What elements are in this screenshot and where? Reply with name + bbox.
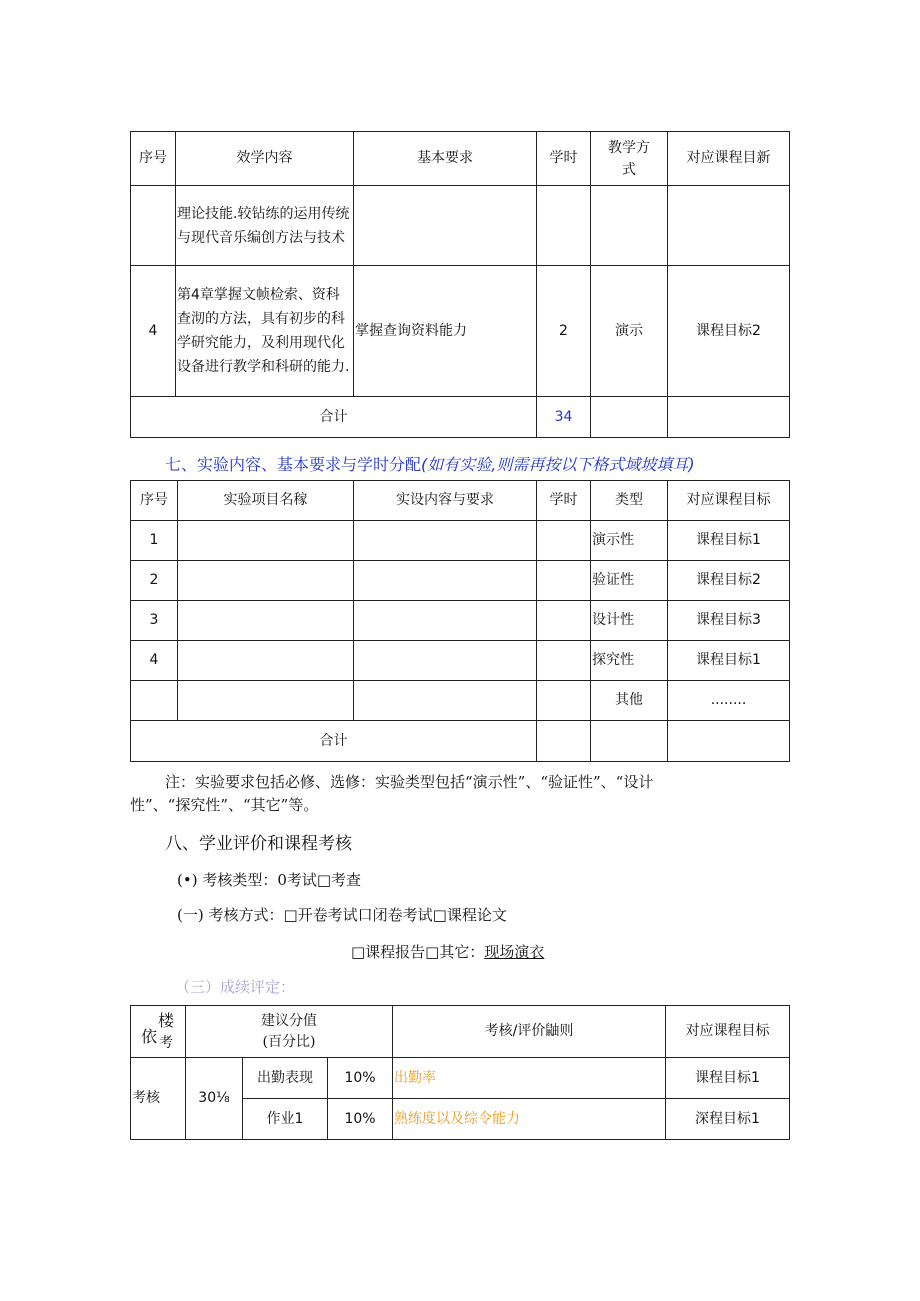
header-rule: 考核/评价鼬则 <box>393 1006 666 1058</box>
row-hours: 2 <box>537 266 591 397</box>
header-method: 教学方式 <box>591 132 668 186</box>
assessment-type: (•) 考核类型：0考试□考查 <box>177 871 362 889</box>
table-row <box>131 641 790 681</box>
header-type: 类型 <box>591 481 668 521</box>
section8-title: 八、学业评价和课程考核 <box>165 834 352 854</box>
table-row <box>131 601 790 641</box>
row-type: 设计性 <box>591 601 668 641</box>
header-score <box>186 1006 393 1058</box>
row-no: 3 <box>131 601 178 641</box>
row-content: 理论技能.较钻练的运用传统与现代音乐编创方法与技术 <box>176 186 354 266</box>
row-target: 课程目标1 <box>668 521 790 561</box>
row-target: ........ <box>668 681 790 721</box>
row-item: 作业1 <box>243 1099 328 1140</box>
total-hours: 34 <box>537 397 591 438</box>
header-project: 实验项目名稼 <box>178 481 354 521</box>
assessment-method-prefix: □课程报告□其它： <box>351 943 485 961</box>
note-line-2: 性”、“探究性”、“其它”等。 <box>130 796 319 814</box>
row-type: 其他 <box>591 681 668 721</box>
header-category <box>131 1006 186 1058</box>
table-row <box>131 1058 790 1099</box>
table-row <box>131 681 790 721</box>
row-target: 课程目标3 <box>668 601 790 641</box>
assessment-method-cont <box>351 941 544 962</box>
row-target: 课程目标2 <box>668 266 790 397</box>
section7-note: (如有实验,则需再按以下格式域坡填耳) <box>421 455 695 474</box>
group-percent: 30⅛ <box>186 1058 243 1140</box>
assessment-method: (一) 考核方式：□开卷考试口闭卷考试□课程论文 <box>177 906 507 924</box>
row-target: 深程目标1 <box>666 1099 790 1140</box>
header-target: 对应课程目标 <box>668 481 790 521</box>
header-requirement: 实设内容与要求 <box>354 481 537 521</box>
header-hours: 学时 <box>537 481 591 521</box>
header-hours: 学时 <box>537 132 591 186</box>
row-target: 课程目标1 <box>668 641 790 681</box>
experiment-table <box>130 480 790 762</box>
grading-table <box>130 1005 790 1140</box>
header-requirement: 基本要求 <box>354 132 537 186</box>
row-no <box>131 681 178 721</box>
total-label: 合计 <box>131 721 537 762</box>
section7-title: 七、实验内容、基本要求与学时分配 <box>165 455 422 474</box>
row-rule: 熟练度以及综令能力 <box>393 1099 666 1140</box>
header-target: 对应课程目新 <box>668 132 790 186</box>
header-content: 效学内容 <box>176 132 354 186</box>
header-score-label: 建议分值 <box>261 1012 317 1029</box>
row-requirement: 掌握查询资料能力 <box>354 266 537 397</box>
assessment-other-value: 现场演衣 <box>484 943 545 961</box>
group-label: 考核 <box>131 1058 186 1140</box>
section7-heading <box>165 452 695 475</box>
row-pct: 10% <box>328 1099 393 1140</box>
header-no: 序号 <box>131 481 178 521</box>
row-no: 2 <box>131 561 178 601</box>
row-type: 探究性 <box>591 641 668 681</box>
header-category-a: 楼 <box>158 1011 175 1030</box>
note-line-1: 注：实验要求包括必修、选修：实验类型包括“演示性”、“验证性”、“设计 <box>165 773 654 791</box>
total-label: 合计 <box>131 397 537 438</box>
row-no: 4 <box>131 641 178 681</box>
header-target: 对应课程目标 <box>666 1006 790 1058</box>
header-no: 序号 <box>131 132 176 186</box>
row-target: 课程目标2 <box>668 561 790 601</box>
row-item: 出勤表现 <box>243 1058 328 1099</box>
row-no: 4 <box>131 266 176 397</box>
row-pct: 10% <box>328 1058 393 1099</box>
row-no: 1 <box>131 521 178 561</box>
teaching-content-table <box>130 131 790 438</box>
row-type: 演示性 <box>591 521 668 561</box>
row-rule: 出勤率 <box>393 1058 666 1099</box>
row-target: 课程目标1 <box>666 1058 790 1099</box>
header-score-sub: (百分比) <box>262 1033 316 1050</box>
row-method: 演示 <box>591 266 668 397</box>
row-content: 第4章掌握文帧检索、资科查沏的方法，具有初步的科学研究能力，及利用现代化设备进行教学和科研的能力. <box>176 266 354 397</box>
row-type: 验证性 <box>591 561 668 601</box>
grading-heading: （三）成续评定： <box>175 978 296 996</box>
table-row <box>131 561 790 601</box>
header-category-c: 考 <box>159 1035 173 1051</box>
table-row <box>131 521 790 561</box>
header-category-b: 依 <box>141 1027 158 1046</box>
